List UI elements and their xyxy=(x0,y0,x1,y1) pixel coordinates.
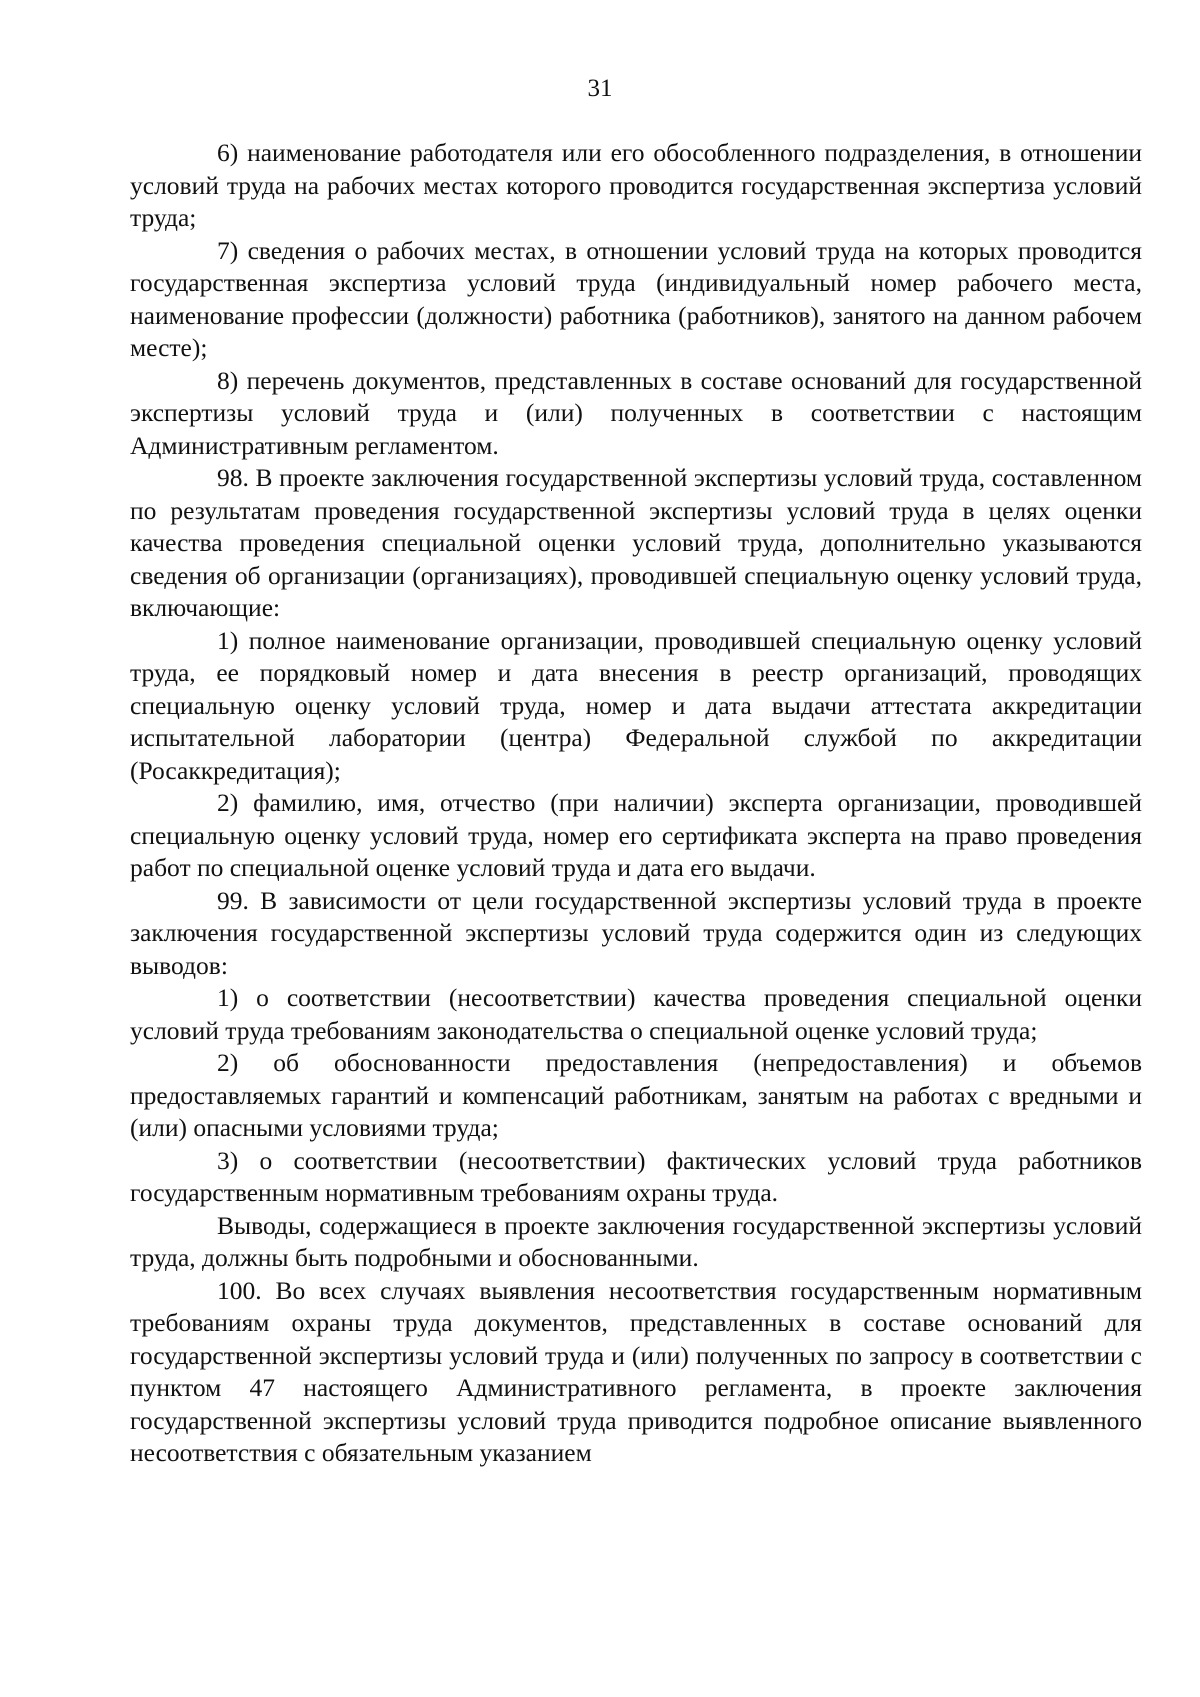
paragraph-clause-100: 100. Во всех случаях выявления несоответствия государственным нормативным требованиям охраны труда документов, представленных в составе оснований для государственной экспертизы условий труда и (или) полученных по запросу в соответствии с пунктом 47 настоящего Административного регламента, в проекте заключения государственной экспертизы условий труда приводится подробное описание выявленного несоответствия с обязательным указанием xyxy=(130,1275,1142,1467)
paragraph-conclusions: Выводы, содержащиеся в проекте заключения государственной экспертизы условий труда, должны быть подробными и обоснованными. xyxy=(130,1210,1142,1272)
paragraph-clause-99-item-3: 3) о соответствии (несоответствии) фактических условий труда работников государственным нормативным требованиям охраны труда. xyxy=(130,1145,1142,1207)
document-body xyxy=(130,137,1142,1470)
paragraph-item-8: 8) перечень документов, представленных в составе оснований для государственной экспертизы условий труда и (или) полученных в соответствии с настоящим Административным регламентом. xyxy=(130,365,1142,460)
paragraph-item-7: 7) сведения о рабочих местах, в отношении условий труда на которых проводится государственная экспертиза условий труда (индивидуальный номер рабочего места, наименование профессии (должности) работника (работников), занятого на данном рабочем месте); xyxy=(130,235,1142,362)
paragraph-clause-99: 99. В зависимости от цели государственной экспертизы условий труда в проекте заключения государственной экспертизы условий труда содержится один из следующих выводов: xyxy=(130,885,1142,980)
paragraph-clause-99-item-2: 2) об обоснованности предоставления (непредоставления) и объемов предоставляемых гарантий и компенсаций работникам, занятым на работах с вредными и (или) опасными условиями труда; xyxy=(130,1048,1142,1142)
paragraph-clause-99-item-1: 1) о соответствии (несоответствии) качества проведения специальной оценки условий труда требованиям законодательства о специальной оценке условий труда; xyxy=(130,983,1142,1045)
paragraph-item-6: 6) наименование работодателя или его обособленного подразделения, в отношении условий труда на рабочих местах которого проводится государственная экспертиза условий труда; xyxy=(130,138,1142,232)
page-number: 31 xyxy=(587,75,613,102)
paragraph-clause-98: 98. В проекте заключения государственной экспертизы условий труда, составленном по результатам проведения государственной экспертизы условий труда в целях оценки качества проведения специальной оценки условий труда, дополнительно указываются сведения об организации (организациях), проводившей специальную оценку условий труда, включающие: xyxy=(130,463,1142,622)
paragraph-clause-98-item-1: 1) полное наименование организации, проводившей специальную оценку условий труда, ее порядковый номер и дата внесения в реестр организаций, проводящих специальную оценку условий труда, номер и дата выдачи аттестата аккредитации испытательной лаборатории (центра) Федеральной службой по аккредитации (Росаккредитация); xyxy=(130,625,1142,785)
paragraph-clause-98-item-2: 2) фамилию, имя, отчество (при наличии) эксперта организации, проводившей специальную оценку условий труда, номер его сертификата эксперта на право проведения работ по специальной оценке условий труда и дата его выдачи. xyxy=(130,788,1142,882)
